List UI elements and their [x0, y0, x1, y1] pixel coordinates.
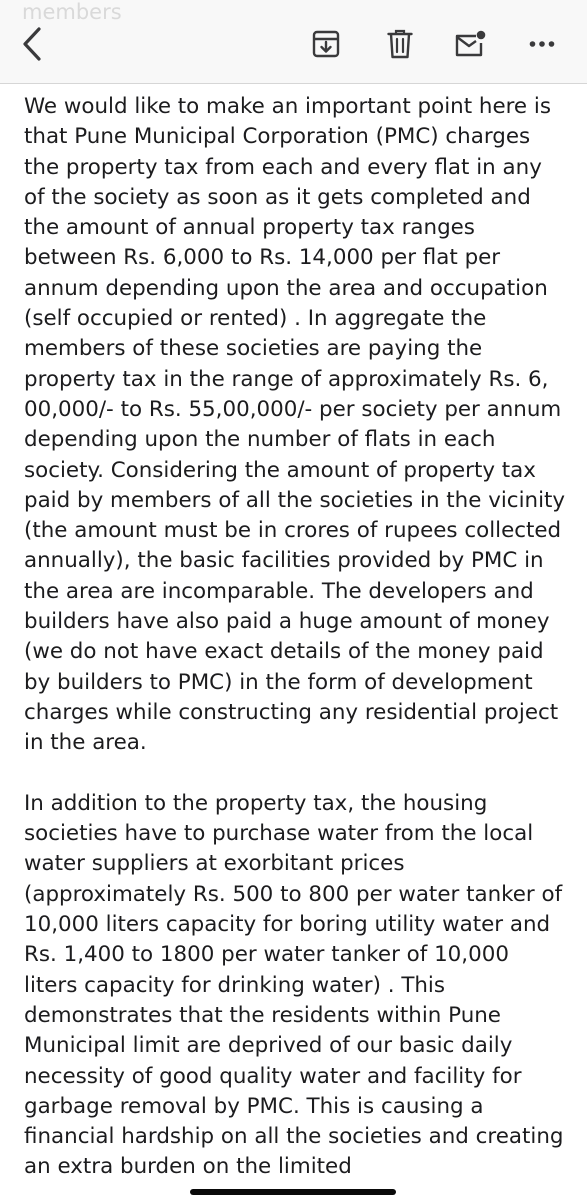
trash-icon — [387, 29, 413, 59]
archive-button[interactable] — [306, 24, 346, 64]
body-paragraph: We would like to make an important point here is that Pune Municipal Corporation (PMC) charges the property tax from each and every flat in any of the society as soon as it gets completed and the amount of annual property tax ranges between Rs. 6,000 to Rs. 14,000 per flat per annum depending upon the area and occupation (self occupied or rented) . In aggregate the members of these societies are paying the property tax in the range of approximately Rs. 6, 00,000/- to Rs. 55,00,000/- per society per annum depending upon the number of flats in each society. Considering the amount of property tax paid by members of all the societies in the vicinity (the amount must be in crores of rupees collected annually), the basic facilities provided by PMC in the area are incomparable. The developers and builders have also paid a huge amount of money (we do not have exact details of the money paid by builders to PMC) in the form of development charges while constructing any residential project in the area. — [24, 94, 566, 756]
body-paragraph: In addition to the property tax, the housing societies have to purchase water from the local water suppliers at exorbitant prices (approximately Rs. 500 to 800 per water tanker of 10,000 liters capacity for boring utility water and Rs. 1,400 to 1800 per water tanker of 10,000 liters capacity for drinking water) . This demonstrates that the residents within Pune Municipal limit are deprived of our basic daily necessity of good quality water and facility for garbage removal by PMC. This is causing a financial hardship on all the societies and creating an extra burden on the limited — [24, 790, 564, 1180]
chevron-left-icon — [20, 26, 44, 62]
mail-unread-icon — [454, 30, 486, 58]
delete-button[interactable] — [380, 24, 420, 64]
scrolled-subject-title: members — [22, 0, 122, 24]
back-button[interactable] — [12, 24, 52, 64]
more-horizontal-icon — [529, 40, 555, 48]
mark-unread-button[interactable] — [450, 24, 490, 64]
message-body — [24, 92, 569, 1183]
archive-icon — [312, 30, 340, 58]
more-options-button[interactable] — [522, 24, 562, 64]
home-indicator[interactable] — [190, 1189, 396, 1195]
message-toolbar — [0, 0, 587, 84]
